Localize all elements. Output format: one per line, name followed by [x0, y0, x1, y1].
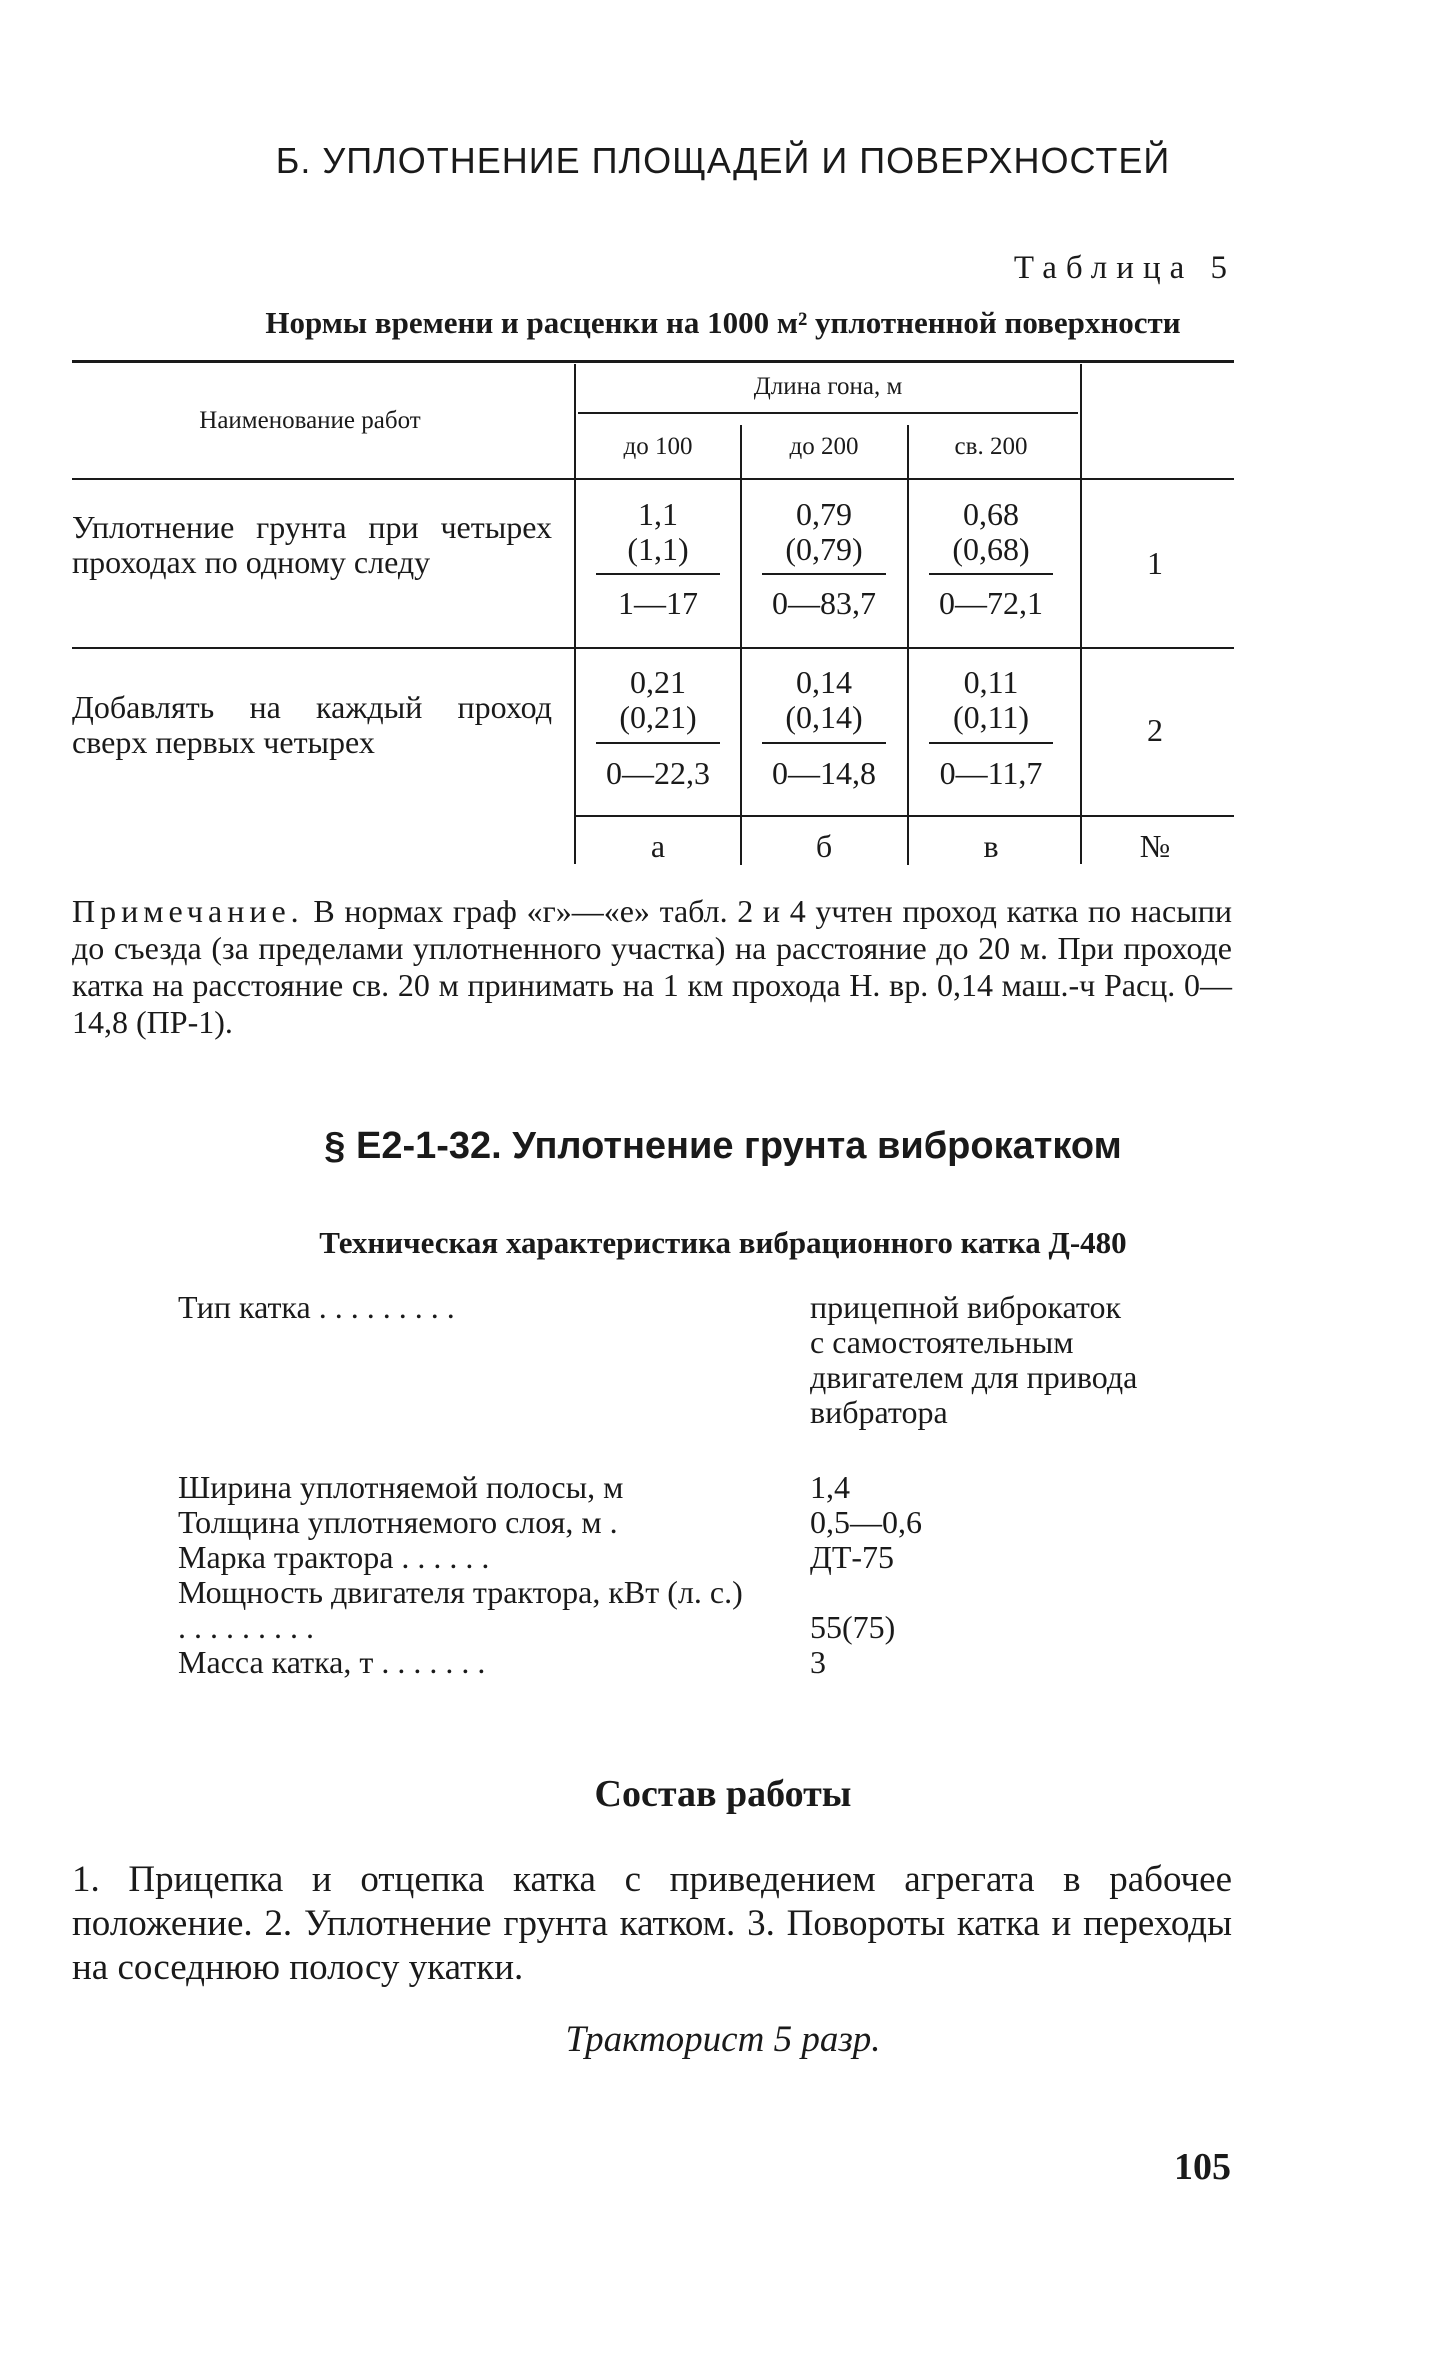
price: 0—83,7 [772, 585, 876, 621]
spec-label: Ширина уплотняемой полосы, м [178, 1469, 624, 1505]
spec-label: Тип катка . . . . . . . . . [178, 1289, 455, 1325]
column-letter: б [815, 828, 833, 864]
time-norm: 0,79 [796, 496, 852, 532]
sub-header: до 200 [789, 433, 859, 460]
time-norm: 1,1 [638, 496, 678, 532]
spec-value: 55(75) [810, 1609, 896, 1645]
price: 0—14,8 [772, 755, 876, 791]
spec-value: 0,5—0,6 [810, 1504, 922, 1540]
fraction-bar [762, 573, 886, 575]
col-name-header: Наименование работ [199, 407, 421, 434]
price: 1—17 [618, 585, 698, 621]
fraction-bar [929, 573, 1053, 575]
header-bottom-rule [72, 478, 1234, 480]
compose-text: 1. Прицепка и отцепка катка с приведением агрегата в рабочее положение. 2. Уплотнение грунта катком. 3. Повороты катка и переходы на соседнюю полосу укатки. [72, 1859, 1232, 1988]
table-vline-1 [740, 425, 742, 865]
time-norm-alt: (1,1) [627, 531, 689, 567]
fraction-bar [929, 742, 1053, 744]
time-norm: 0,11 [963, 664, 1019, 700]
subheader-rule [578, 412, 1078, 414]
spec-label: Марка трактора . . . . . . [178, 1539, 490, 1575]
work-name: Добавлять на каждый проход сверх первых четырех [72, 689, 552, 760]
table-vline-left [574, 364, 576, 864]
time-norm: 0,68 [963, 496, 1019, 532]
fraction-bar [596, 742, 720, 744]
spec-value: ДТ-75 [810, 1539, 895, 1575]
letters-rule [574, 815, 1234, 817]
note-lead: Примечание. [72, 893, 304, 929]
row-number: 1 [1147, 545, 1163, 581]
time-norm: 0,14 [796, 664, 852, 700]
note-text: В нормах граф «г»—«е» табл. 2 и 4 учтен проход катка по насыпи до съезда (за пределами уплотненного участка) на расстояние до 20 м. При проходе катка на расстояние св. 20 м принимать на 1 км прохода Н. вр. 0,14 маш.-ч Расц. 0—14,8 (ПР-1). [72, 893, 1233, 1040]
table-caption: Нормы времени и расценки на 1000 м² уплотненной поверхности [265, 305, 1181, 340]
price: 0—72,1 [939, 585, 1043, 621]
table-note [72, 893, 1232, 1041]
spec-label: Масса катка, т . . . . . . . [178, 1644, 486, 1680]
spec-title: Техническая характеристика вибрационного катка Д-480 [319, 1225, 1127, 1260]
column-letter: в [983, 828, 999, 864]
table-vline-right [1080, 364, 1082, 864]
table-label: Таблица 5 [1013, 250, 1236, 286]
spec-value: прицепной виброкаток с самостоятельным двигателем для привода вибратора [810, 1289, 1138, 1430]
spec-value: 3 [810, 1644, 826, 1680]
work-name: Уплотнение грунта при четырех проходах по одному следу [72, 509, 552, 580]
table-vline-2 [907, 425, 909, 865]
time-norm-alt: (0,14) [785, 699, 863, 735]
row-divider-rule [72, 647, 1234, 649]
price: 0—11,7 [939, 755, 1043, 791]
worker-grade: Тракторист 5 разр. [565, 2019, 881, 2060]
time-norm-alt: (0,79) [785, 531, 863, 567]
span-header: Длина гона, м [753, 373, 903, 400]
sub-header: св. 200 [954, 433, 1028, 460]
compose-title: Состав работы [594, 1773, 852, 1815]
price: 0—22,3 [606, 755, 710, 791]
table-top-rule [72, 360, 1234, 363]
row-number: 2 [1147, 712, 1163, 748]
spec-label: Мощность двигателя трактора, кВт (л. с.) . . . . . . . . . [178, 1574, 743, 1645]
sub-header: до 100 [623, 433, 693, 460]
time-norm-alt: (0,11) [952, 699, 1030, 735]
number-column-label: № [1139, 828, 1171, 864]
section-title: § Е2-1-32. Уплотнение грунта виброкатком [324, 1125, 1122, 1167]
fraction-bar [762, 742, 886, 744]
column-letter: а [650, 828, 666, 864]
page-number: 105 [1174, 2146, 1231, 2188]
section-heading: Б. УПЛОТНЕНИЕ ПЛОЩАДЕЙ И ПОВЕРХНОСТЕЙ [275, 140, 1171, 181]
time-norm-alt: (0,21) [619, 699, 697, 735]
spec-label: Толщина уплотняемого слоя, м . [178, 1504, 618, 1540]
fraction-bar [596, 573, 720, 575]
time-norm-alt: (0,68) [952, 531, 1030, 567]
spec-value: 1,4 [810, 1469, 850, 1505]
time-norm: 0,21 [630, 664, 686, 700]
